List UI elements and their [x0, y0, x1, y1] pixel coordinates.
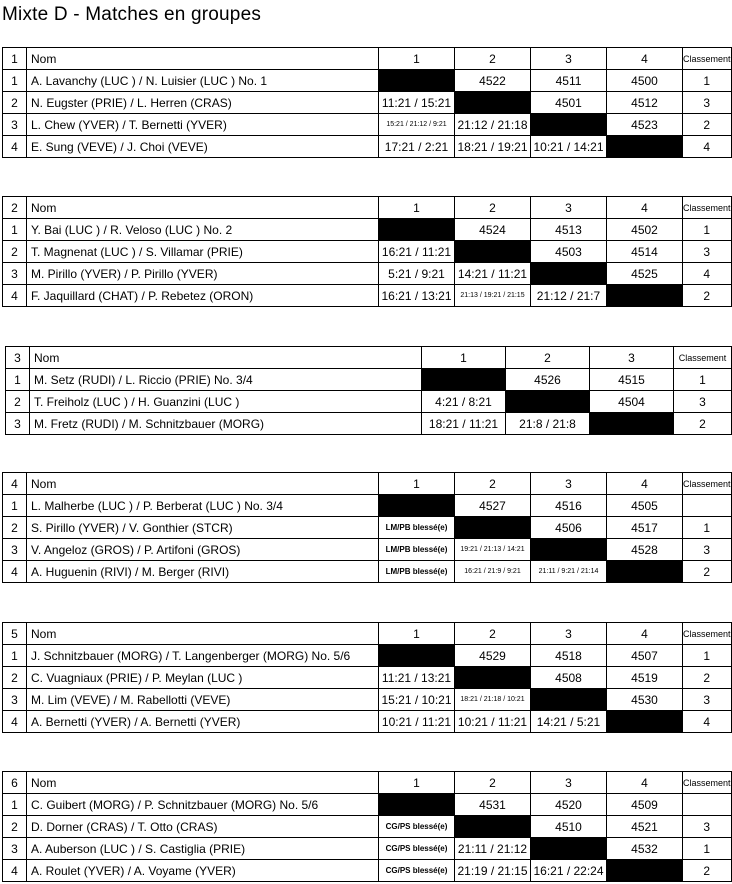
- column-header: 3: [531, 623, 607, 645]
- rank-cell: 1: [683, 838, 732, 860]
- match-id-cell: 4502: [607, 219, 683, 241]
- column-header: 2: [455, 473, 531, 495]
- table-row: [3, 114, 732, 136]
- row-number: 3: [6, 413, 30, 435]
- match-id-cell: 4515: [590, 369, 674, 391]
- self-match-cell: [379, 645, 455, 667]
- score-cell: 10:21 / 11:21: [379, 711, 455, 733]
- self-match-cell: [379, 70, 455, 92]
- row-number: 3: [3, 263, 27, 285]
- score-cell: 21:13 / 19:21 / 21:15: [455, 285, 531, 307]
- self-match-cell: [531, 539, 607, 561]
- self-match-cell: [455, 667, 531, 689]
- table-row: [6, 369, 732, 391]
- team-name: T. Magnenat (LUC ) / S. Villamar (PRIE): [27, 241, 379, 263]
- group-number: 4: [3, 473, 27, 495]
- self-match-cell: [455, 92, 531, 114]
- table-row: [3, 816, 732, 838]
- score-cell: 10:21 / 14:21: [531, 136, 607, 158]
- row-number: 3: [3, 539, 27, 561]
- row-number: 4: [3, 711, 27, 733]
- column-header: 1: [379, 48, 455, 70]
- column-header: 4: [607, 772, 683, 794]
- rank-cell: 2: [683, 561, 732, 583]
- match-id-cell: 4503: [531, 241, 607, 263]
- table-row: [3, 517, 732, 539]
- score-cell: 15:21 / 21:12 / 9:21: [379, 114, 455, 136]
- match-id-cell: 4530: [607, 689, 683, 711]
- rank-cell: 2: [683, 285, 732, 307]
- column-header: 3: [590, 347, 674, 369]
- column-header: 2: [455, 48, 531, 70]
- team-name: E. Sung (VEVE) / J. Choi (VEVE): [27, 136, 379, 158]
- team-name: J. Schnitzbauer (MORG) / T. Langenberger (MORG) No. 5/6: [27, 645, 379, 667]
- column-header: 1: [379, 473, 455, 495]
- score-cell: LM/PB blessé(e): [379, 539, 455, 561]
- row-number: 1: [6, 369, 30, 391]
- match-id-cell: 4526: [506, 369, 590, 391]
- self-match-cell: [531, 263, 607, 285]
- row-number: 4: [3, 860, 27, 882]
- score-cell: 21:12 / 21:18: [455, 114, 531, 136]
- page-title: Mixte D - Matches en groupes: [2, 4, 262, 25]
- score-cell: CG/PS blessé(e): [379, 816, 455, 838]
- rank-cell: 4: [683, 136, 732, 158]
- rank-cell: 3: [683, 539, 732, 561]
- header-row: [3, 48, 732, 70]
- self-match-cell: [590, 413, 674, 435]
- self-match-cell: [379, 794, 455, 816]
- column-header: 1: [379, 772, 455, 794]
- team-name: A. Auberson (LUC ) / S. Castiglia (PRIE): [27, 838, 379, 860]
- score-cell: 5:21 / 9:21: [379, 263, 455, 285]
- row-number: 2: [6, 391, 30, 413]
- match-id-cell: 4507: [607, 645, 683, 667]
- table-row: [3, 794, 732, 816]
- match-id-cell: 4529: [455, 645, 531, 667]
- rank-cell: [683, 495, 732, 517]
- group-number: 5: [3, 623, 27, 645]
- table-row: [3, 645, 732, 667]
- header-row: [3, 473, 732, 495]
- score-cell: 17:21 / 2:21: [379, 136, 455, 158]
- score-cell: 21:12 / 21:7: [531, 285, 607, 307]
- header-row: [3, 772, 732, 794]
- match-id-cell: 4527: [455, 495, 531, 517]
- match-id-cell: 4532: [607, 838, 683, 860]
- column-header: 1: [422, 347, 506, 369]
- header-row: [3, 197, 732, 219]
- column-header: 4: [607, 48, 683, 70]
- column-header: 2: [506, 347, 590, 369]
- self-match-cell: [455, 816, 531, 838]
- match-id-cell: 4512: [607, 92, 683, 114]
- score-cell: CG/PS blessé(e): [379, 860, 455, 882]
- group-number: 1: [3, 48, 27, 70]
- score-cell: 14:21 / 11:21: [455, 263, 531, 285]
- self-match-cell: [455, 517, 531, 539]
- team-name: A. Roulet (YVER) / A. Voyame (YVER): [27, 860, 379, 882]
- table-row: [3, 285, 732, 307]
- group-table-4: [2, 472, 732, 583]
- row-number: 4: [3, 561, 27, 583]
- row-number: 2: [3, 241, 27, 263]
- row-number: 2: [3, 517, 27, 539]
- score-cell: 16:21 / 11:21: [379, 241, 455, 263]
- team-name: L. Chew (YVER) / T. Bernetti (YVER): [27, 114, 379, 136]
- score-cell: 21:19 / 21:15: [455, 860, 531, 882]
- match-id-cell: 4510: [531, 816, 607, 838]
- table-row: [3, 241, 732, 263]
- score-cell: 11:21 / 15:21: [379, 92, 455, 114]
- match-id-cell: 4506: [531, 517, 607, 539]
- match-id-cell: 4519: [607, 667, 683, 689]
- match-id-cell: 4500: [607, 70, 683, 92]
- table-row: [3, 136, 732, 158]
- rank-cell: 1: [683, 517, 732, 539]
- match-id-cell: 4522: [455, 70, 531, 92]
- table-row: [6, 413, 732, 435]
- match-id-cell: 4516: [531, 495, 607, 517]
- score-cell: 21:11 / 21:12: [455, 838, 531, 860]
- team-name: C. Guibert (MORG) / P. Schnitzbauer (MORG) No. 5/6: [27, 794, 379, 816]
- group-number: 2: [3, 197, 27, 219]
- group-number: 3: [6, 347, 30, 369]
- rank-cell: 3: [683, 689, 732, 711]
- team-name: M. Setz (RUDI) / L. Riccio (PRIE) No. 3/4: [30, 369, 422, 391]
- team-name: F. Jaquillard (CHAT) / P. Rebetez (ORON): [27, 285, 379, 307]
- column-header: 1: [379, 197, 455, 219]
- match-id-cell: 4514: [607, 241, 683, 263]
- row-number: 4: [3, 285, 27, 307]
- self-match-cell: [531, 689, 607, 711]
- classement-header: Classement: [683, 772, 732, 794]
- rank-cell: 2: [683, 860, 732, 882]
- row-number: 3: [3, 838, 27, 860]
- table-row: [3, 711, 732, 733]
- self-match-cell: [607, 860, 683, 882]
- match-id-cell: 4521: [607, 816, 683, 838]
- match-id-cell: 4508: [531, 667, 607, 689]
- row-number: 1: [3, 219, 27, 241]
- score-cell: 18:21 / 21:18 / 10:21: [455, 689, 531, 711]
- group-number: 6: [3, 772, 27, 794]
- team-name: A. Huguenin (RIVI) / M. Berger (RIVI): [27, 561, 379, 583]
- table-row: [3, 539, 732, 561]
- name-header: Nom: [27, 197, 379, 219]
- self-match-cell: [531, 838, 607, 860]
- name-header: Nom: [27, 623, 379, 645]
- self-match-cell: [531, 114, 607, 136]
- classement-header: Classement: [683, 473, 732, 495]
- team-name: A. Lavanchy (LUC ) / N. Luisier (LUC ) No. 1: [27, 70, 379, 92]
- header-row: [6, 347, 732, 369]
- rank-cell: 1: [683, 70, 732, 92]
- table-row: [6, 391, 732, 413]
- self-match-cell: [607, 711, 683, 733]
- self-match-cell: [455, 241, 531, 263]
- team-name: C. Vuagniaux (PRIE) / P. Meylan (LUC ): [27, 667, 379, 689]
- rank-cell: 1: [674, 369, 732, 391]
- team-name: L. Malherbe (LUC ) / P. Berberat (LUC ) No. 3/4: [27, 495, 379, 517]
- row-number: 2: [3, 667, 27, 689]
- name-header: Nom: [27, 473, 379, 495]
- row-number: 1: [3, 794, 27, 816]
- rank-cell: 2: [683, 667, 732, 689]
- self-match-cell: [422, 369, 506, 391]
- name-header: Nom: [27, 772, 379, 794]
- table-row: [3, 70, 732, 92]
- match-id-cell: 4511: [531, 70, 607, 92]
- column-header: 4: [607, 623, 683, 645]
- rank-cell: 3: [683, 816, 732, 838]
- column-header: 3: [531, 772, 607, 794]
- column-header: 2: [455, 623, 531, 645]
- rank-cell: 2: [674, 413, 732, 435]
- table-row: [3, 219, 732, 241]
- match-id-cell: 4509: [607, 794, 683, 816]
- match-id-cell: 4517: [607, 517, 683, 539]
- self-match-cell: [379, 219, 455, 241]
- column-header: 4: [607, 473, 683, 495]
- row-number: 1: [3, 645, 27, 667]
- group-table-3: [5, 346, 732, 435]
- rank-cell: 1: [683, 645, 732, 667]
- match-id-cell: 4504: [590, 391, 674, 413]
- rank-cell: 4: [683, 263, 732, 285]
- team-name: M. Fretz (RUDI) / M. Schnitzbauer (MORG): [30, 413, 422, 435]
- rank-cell: 4: [683, 711, 732, 733]
- row-number: 3: [3, 689, 27, 711]
- team-name: V. Angeloz (GROS) / P. Artifoni (GROS): [27, 539, 379, 561]
- team-name: Y. Bai (LUC ) / R. Veloso (LUC ) No. 2: [27, 219, 379, 241]
- score-cell: 11:21 / 13:21: [379, 667, 455, 689]
- classement-header: Classement: [683, 48, 732, 70]
- column-header: 4: [607, 197, 683, 219]
- match-id-cell: 4523: [607, 114, 683, 136]
- score-cell: 21:8 / 21:8: [506, 413, 590, 435]
- score-cell: 18:21 / 19:21: [455, 136, 531, 158]
- score-cell: 19:21 / 21:13 / 14:21: [455, 539, 531, 561]
- table-row: [3, 667, 732, 689]
- row-number: 4: [3, 136, 27, 158]
- team-name: S. Pirillo (YVER) / V. Gonthier (STCR): [27, 517, 379, 539]
- score-cell: 15:21 / 10:21: [379, 689, 455, 711]
- classement-header: Classement: [674, 347, 732, 369]
- match-id-cell: 4520: [531, 794, 607, 816]
- group-table-6: [2, 771, 732, 882]
- table-row: [3, 561, 732, 583]
- row-number: 2: [3, 816, 27, 838]
- self-match-cell: [607, 285, 683, 307]
- self-match-cell: [607, 136, 683, 158]
- score-cell: 18:21 / 11:21: [422, 413, 506, 435]
- table-row: [3, 860, 732, 882]
- name-header: Nom: [27, 48, 379, 70]
- match-id-cell: 4524: [455, 219, 531, 241]
- row-number: 1: [3, 70, 27, 92]
- group-table-5: [2, 622, 732, 733]
- rank-cell: 3: [674, 391, 732, 413]
- rank-cell: 1: [683, 219, 732, 241]
- group-table-2: [2, 196, 732, 307]
- table-row: [3, 263, 732, 285]
- self-match-cell: [607, 561, 683, 583]
- rank-cell: 2: [683, 114, 732, 136]
- match-id-cell: 4505: [607, 495, 683, 517]
- score-cell: LM/PB blessé(e): [379, 561, 455, 583]
- team-name: T. Freiholz (LUC ) / H. Guanzini (LUC ): [30, 391, 422, 413]
- team-name: N. Eugster (PRIE) / L. Herren (CRAS): [27, 92, 379, 114]
- team-name: D. Dorner (CRAS) / T. Otto (CRAS): [27, 816, 379, 838]
- row-number: 3: [3, 114, 27, 136]
- score-cell: 21:11 / 9:21 / 21:14: [531, 561, 607, 583]
- self-match-cell: [379, 495, 455, 517]
- row-number: 2: [3, 92, 27, 114]
- match-id-cell: 4501: [531, 92, 607, 114]
- column-header: 3: [531, 473, 607, 495]
- rank-cell: 3: [683, 92, 732, 114]
- column-header: 3: [531, 197, 607, 219]
- team-name: M. Pirillo (YVER) / P. Pirillo (YVER): [27, 263, 379, 285]
- table-row: [3, 838, 732, 860]
- score-cell: CG/PS blessé(e): [379, 838, 455, 860]
- column-header: 2: [455, 197, 531, 219]
- table-row: [3, 92, 732, 114]
- column-header: 2: [455, 772, 531, 794]
- match-id-cell: 4525: [607, 263, 683, 285]
- score-cell: 16:21 / 21:9 / 9:21: [455, 561, 531, 583]
- classement-header: Classement: [683, 197, 732, 219]
- column-header: 1: [379, 623, 455, 645]
- score-cell: 14:21 / 5:21: [531, 711, 607, 733]
- score-cell: 4:21 / 8:21: [422, 391, 506, 413]
- score-cell: 10:21 / 11:21: [455, 711, 531, 733]
- rank-cell: 3: [683, 241, 732, 263]
- header-row: [3, 623, 732, 645]
- match-id-cell: 4518: [531, 645, 607, 667]
- self-match-cell: [506, 391, 590, 413]
- table-row: [3, 495, 732, 517]
- score-cell: 16:21 / 13:21: [379, 285, 455, 307]
- group-table-1: [2, 47, 732, 158]
- team-name: M. Lim (VEVE) / M. Rabellotti (VEVE): [27, 689, 379, 711]
- rank-cell: [683, 794, 732, 816]
- score-cell: 16:21 / 22:24: [531, 860, 607, 882]
- match-id-cell: 4528: [607, 539, 683, 561]
- match-id-cell: 4513: [531, 219, 607, 241]
- team-name: A. Bernetti (YVER) / A. Bernetti (YVER): [27, 711, 379, 733]
- classement-header: Classement: [683, 623, 732, 645]
- name-header: Nom: [30, 347, 422, 369]
- row-number: 1: [3, 495, 27, 517]
- match-id-cell: 4531: [455, 794, 531, 816]
- table-row: [3, 689, 732, 711]
- column-header: 3: [531, 48, 607, 70]
- score-cell: LM/PB blessé(e): [379, 517, 455, 539]
